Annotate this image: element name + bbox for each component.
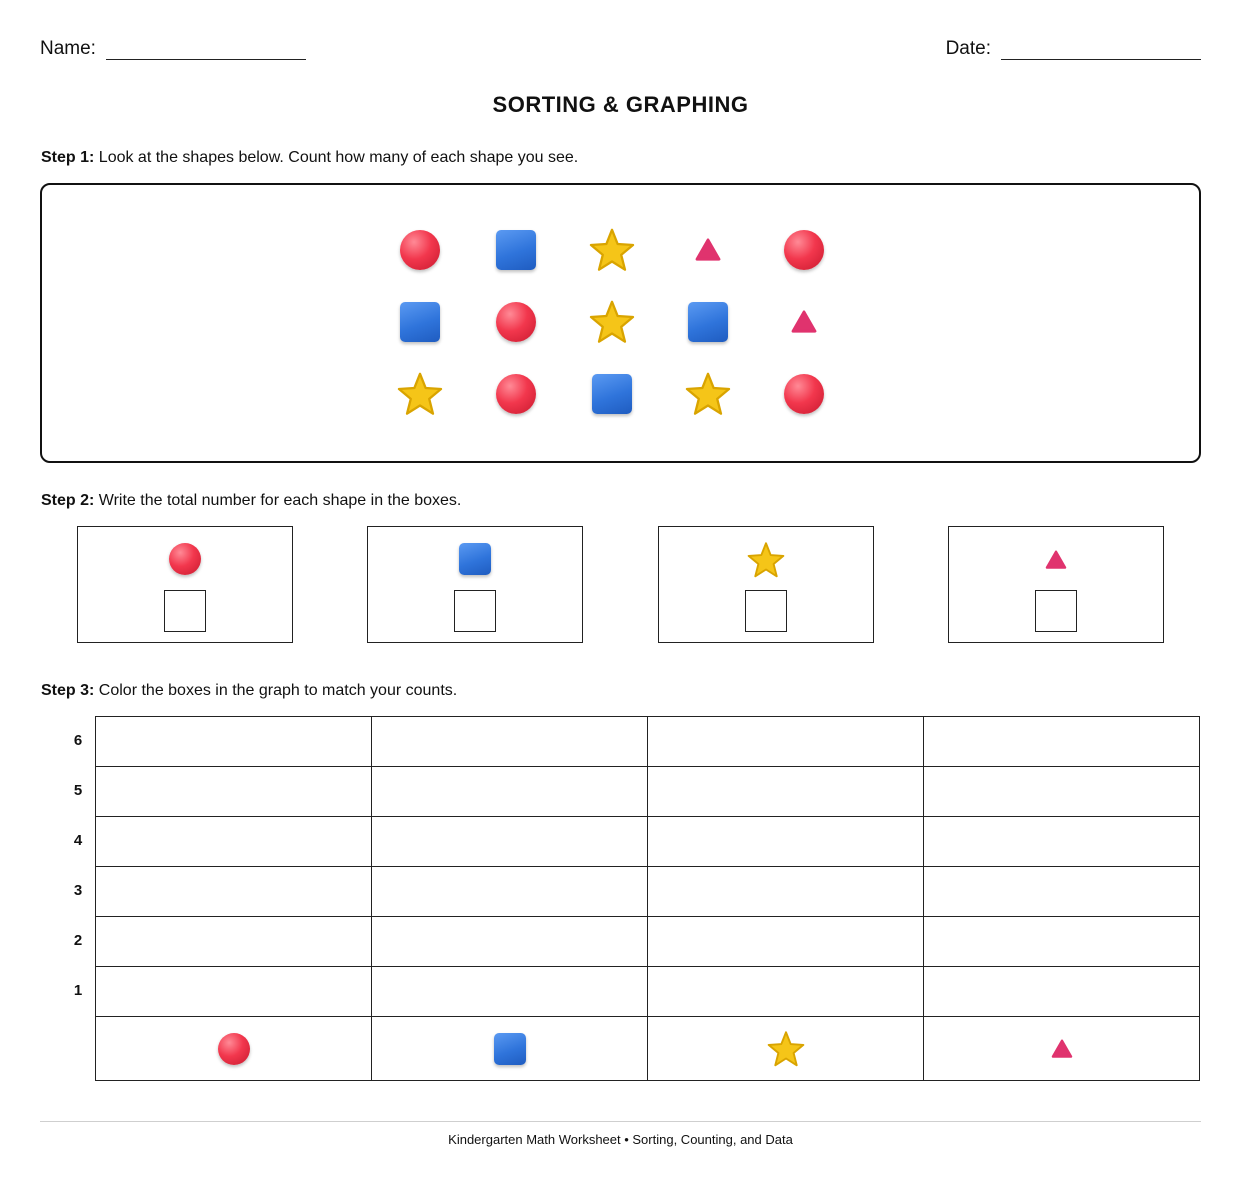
graph-row-5	[96, 767, 1200, 817]
triangle-icon	[1037, 541, 1075, 579]
count-box-icon	[459, 543, 491, 575]
step3-instruction	[41, 682, 457, 700]
graph-y-label: 4	[73, 832, 83, 849]
graph-cell-circle-2[interactable]	[96, 917, 372, 967]
count-box-icon	[169, 543, 201, 575]
count-box-square	[367, 526, 583, 643]
step1-text: Look at the shapes below. Count how many of each shape you see.	[94, 149, 579, 166]
step3-text: Color the boxes in the graph to match your counts.	[94, 682, 458, 699]
step3-label: Step 3:	[41, 682, 95, 699]
star-icon	[589, 227, 635, 273]
step1-label: Step 1:	[41, 149, 95, 166]
count-box-icon	[1037, 541, 1075, 584]
graph-cell-circle-6[interactable]	[96, 717, 372, 767]
circle-icon	[218, 1033, 250, 1065]
circle-icon	[400, 230, 440, 270]
shapes-grid	[0, 0, 1161, 280]
graph-cell-star-4[interactable]	[648, 817, 924, 867]
graph-y-label: 1	[73, 982, 83, 999]
date-label: Date:	[945, 38, 991, 59]
graph-row-3	[96, 867, 1200, 917]
footer-divider	[40, 1121, 1201, 1122]
square-icon	[688, 302, 728, 342]
answer-box-triangle[interactable]	[1035, 590, 1077, 632]
graph-cell-circle-5[interactable]	[96, 767, 372, 817]
graph-cell-square-3[interactable]	[372, 867, 648, 917]
step2-label: Step 2:	[41, 492, 95, 509]
graph-y-label: 6	[73, 732, 83, 749]
triangle-icon	[685, 227, 731, 273]
name-label: Name:	[40, 38, 96, 59]
star-icon	[747, 541, 785, 579]
graph-icon-row	[96, 1017, 1200, 1081]
count-box-icon	[747, 541, 785, 584]
square-icon	[400, 302, 440, 342]
graph-cell-circle-4[interactable]	[96, 817, 372, 867]
graph-column-star	[648, 1017, 924, 1081]
graph-column-circle	[96, 1017, 372, 1081]
square-icon	[592, 374, 632, 414]
footer-text: Kindergarten Math Worksheet • Sorting, Counting, and Data	[448, 1132, 793, 1147]
graph-y-label: 3	[73, 882, 83, 899]
graph-cell-square-6[interactable]	[372, 717, 648, 767]
graph-row-2	[96, 917, 1200, 967]
graph-cell-square-1[interactable]	[372, 967, 648, 1017]
star-icon	[397, 371, 443, 417]
circle-icon	[784, 230, 824, 270]
graph-cell-star-1[interactable]	[648, 967, 924, 1017]
answer-box-square[interactable]	[454, 590, 496, 632]
graph-cell-triangle-2[interactable]	[924, 917, 1200, 967]
graph-cell-star-3[interactable]	[648, 867, 924, 917]
triangle-icon	[1043, 1030, 1081, 1068]
graph-cell-circle-1[interactable]	[96, 967, 372, 1017]
graph-cell-star-5[interactable]	[648, 767, 924, 817]
star-icon	[589, 299, 635, 345]
graph-row-6	[96, 717, 1200, 767]
circle-icon	[496, 374, 536, 414]
circle-icon	[496, 302, 536, 342]
circle-icon	[169, 543, 201, 575]
triangle-icon	[781, 299, 827, 345]
graph-cell-triangle-3[interactable]	[924, 867, 1200, 917]
count-box-triangle	[948, 526, 1164, 643]
answer-box-circle[interactable]	[164, 590, 206, 632]
bar-graph	[95, 716, 1200, 1081]
graph-cell-triangle-1[interactable]	[924, 967, 1200, 1017]
square-icon	[459, 543, 491, 575]
graph-cell-triangle-4[interactable]	[924, 817, 1200, 867]
graph-cell-square-4[interactable]	[372, 817, 648, 867]
star-icon	[685, 371, 731, 417]
graph-cell-square-2[interactable]	[372, 917, 648, 967]
step2-instruction	[41, 492, 461, 510]
graph-cell-triangle-6[interactable]	[924, 717, 1200, 767]
answer-box-star[interactable]	[745, 590, 787, 632]
square-icon	[496, 230, 536, 270]
graph-row-1	[96, 967, 1200, 1017]
graph-column-triangle	[924, 1017, 1200, 1081]
graph-column-square	[372, 1017, 648, 1081]
square-icon	[494, 1033, 526, 1065]
count-box-circle	[77, 526, 293, 643]
count-box-star	[658, 526, 874, 643]
graph-cell-square-5[interactable]	[372, 767, 648, 817]
graph-cell-triangle-5[interactable]	[924, 767, 1200, 817]
graph-y-label: 2	[73, 932, 83, 949]
graph-y-label: 5	[73, 782, 83, 799]
graph-cell-star-6[interactable]	[648, 717, 924, 767]
graph-cell-star-2[interactable]	[648, 917, 924, 967]
graph-cell-circle-3[interactable]	[96, 867, 372, 917]
graph-row-4	[96, 817, 1200, 867]
step2-text: Write the total number for each shape in the boxes.	[94, 492, 462, 509]
circle-icon	[784, 374, 824, 414]
page-title: SORTING & GRAPHING	[492, 92, 749, 117]
star-icon	[767, 1030, 805, 1068]
